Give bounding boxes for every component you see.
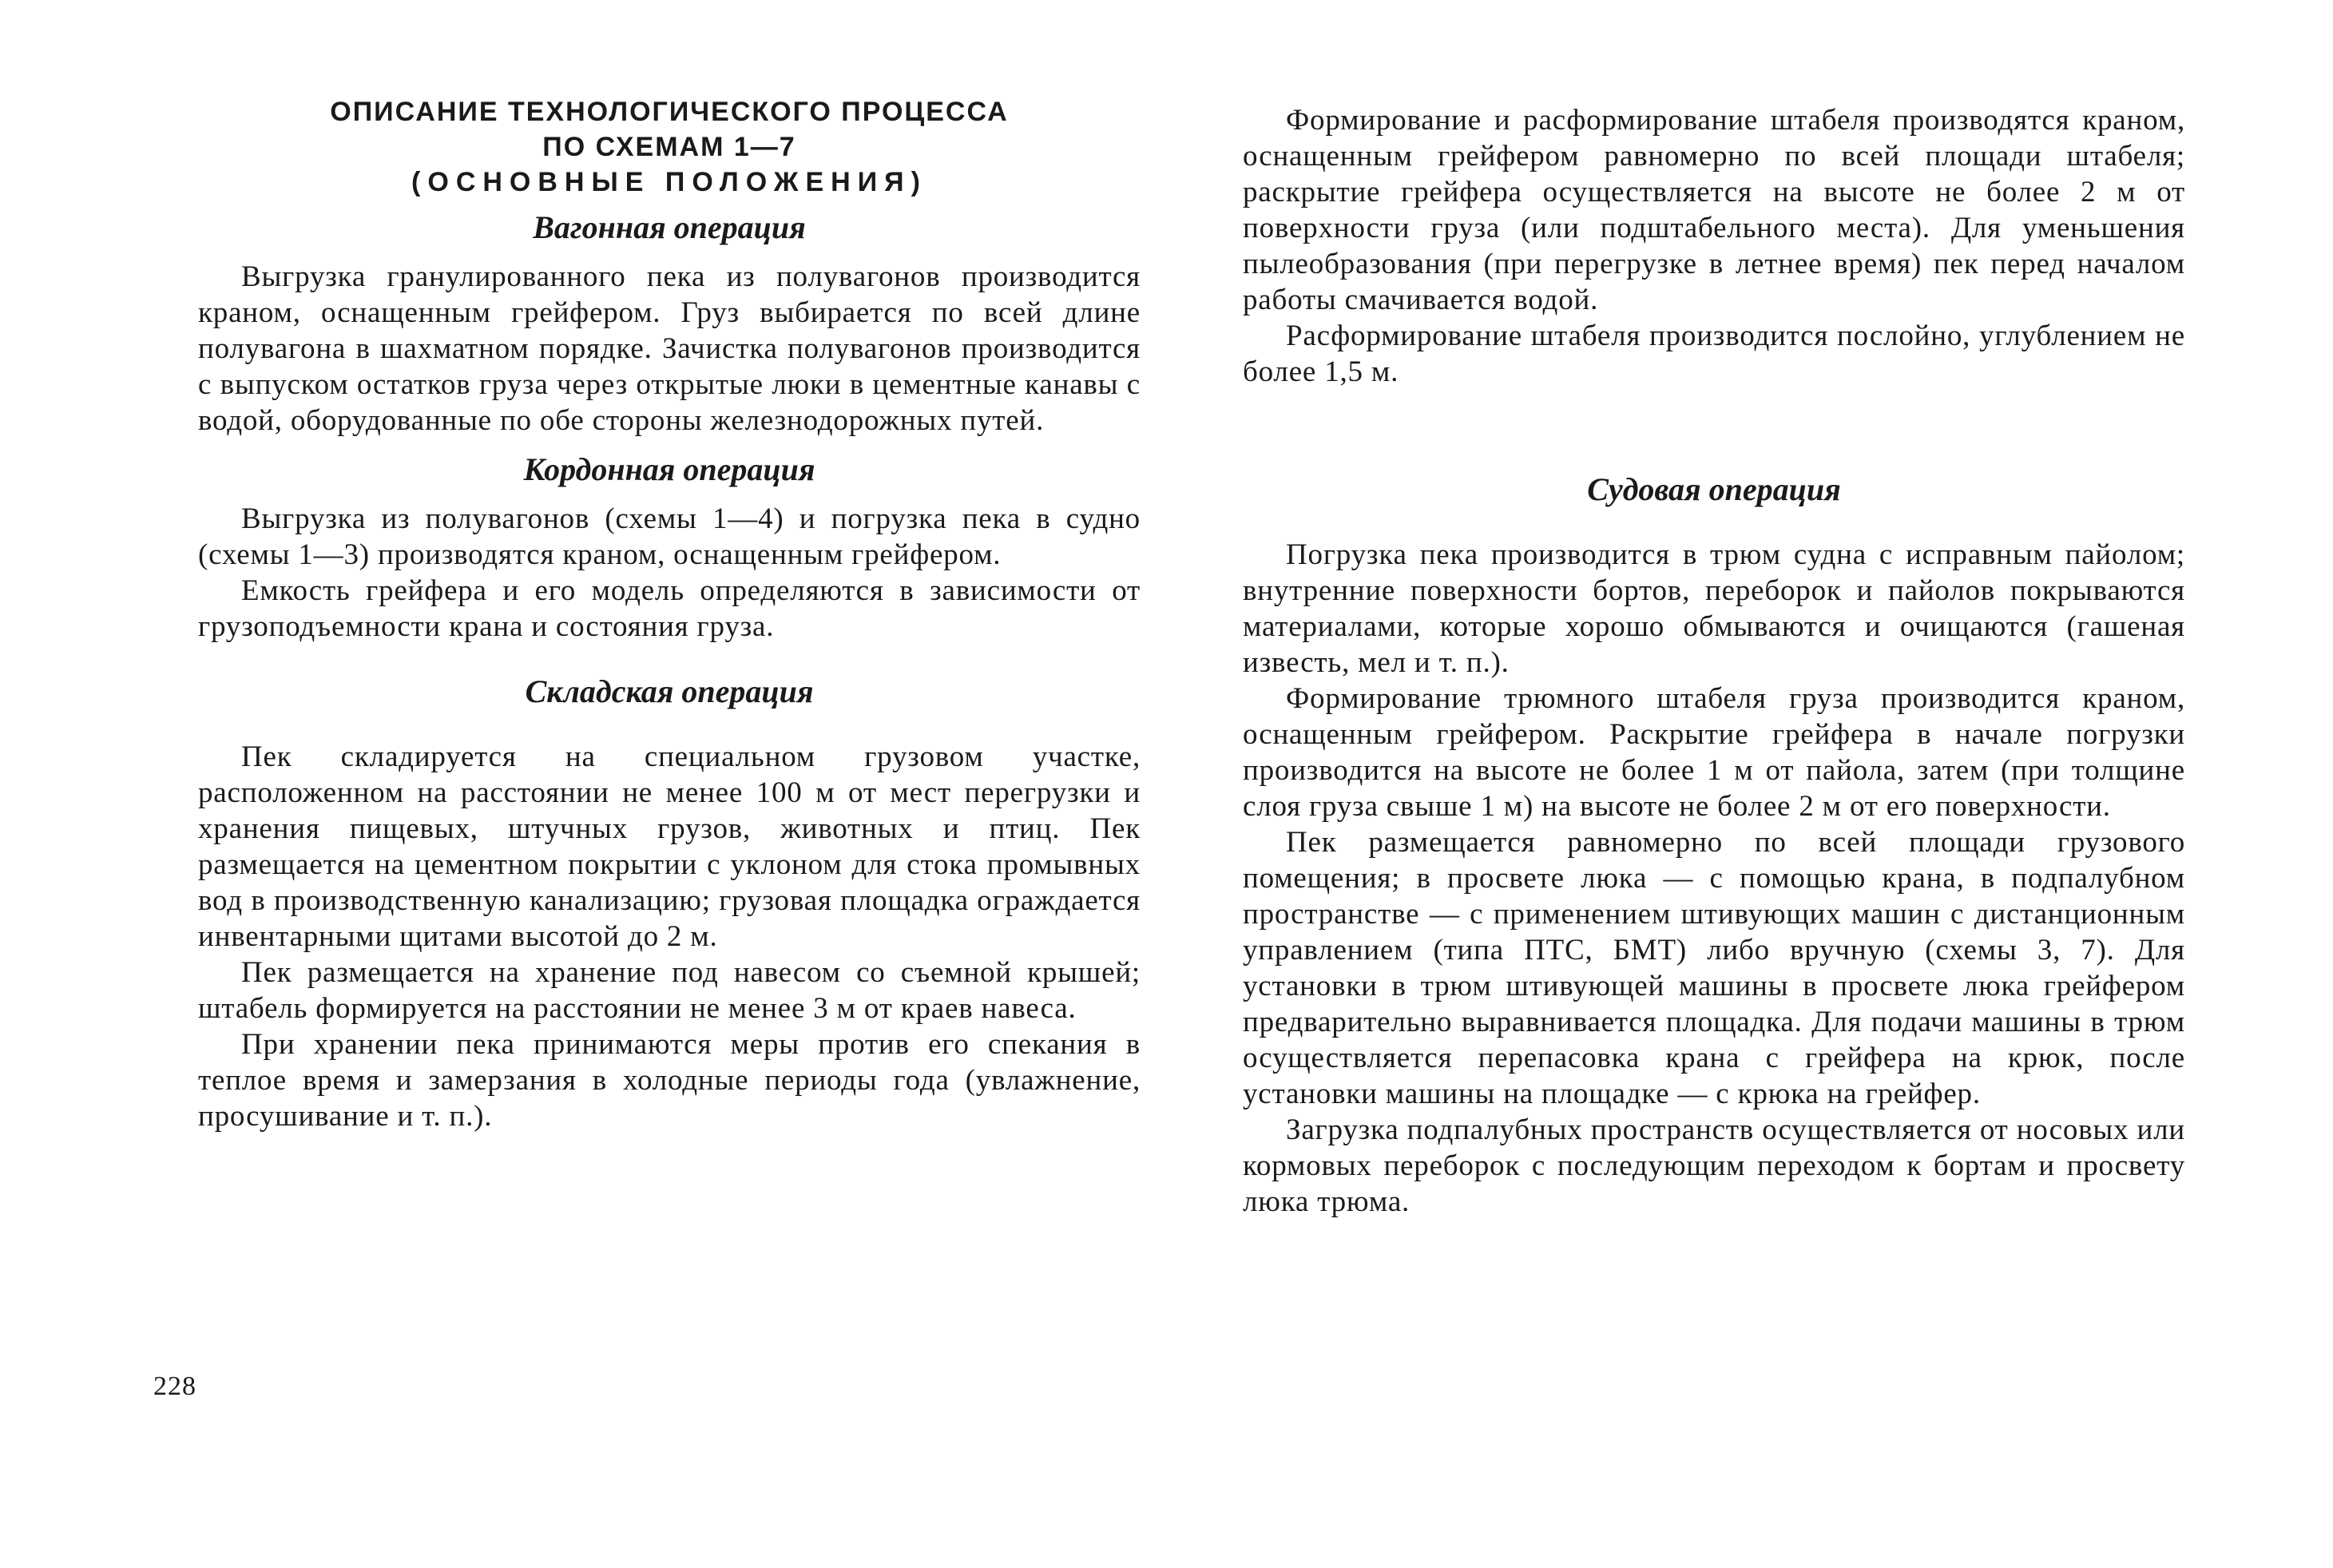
section-title	[198, 94, 1141, 200]
paragraph-warehouse-2: Пек размещается на хранение под навесом со съемной крышей; штабель формируется на расстоянии не менее 3 м от краев навеса.	[198, 956, 1141, 1025]
right-page	[1166, 0, 2333, 1568]
paragraph-warehouse-3: При хранении пека принимаются меры против его спекания в теплое время и замерзания в холодные периоды года (увлажнение, просушивание и т. п.).	[198, 1028, 1141, 1133]
paragraph-ship-3: Пек размещается равномерно по всей площади грузового помещения; в просвете люка — с помощью крана, в подпалубном пространстве — с применением штивующих машин с дистанционным управлением (типа ПТС, БМТ) либо вручную (схемы 3, 7). Для установки в трюм штивующей машины в просвете люка грейфером предварительно выравнивается площадка. Для подачи машины в трюм осуществляется перепасовка крана с грейфера на крюк, после установки машины на площадке — с крюка на грейфер.	[1243, 826, 2185, 1110]
paragraph-cordon-2: Емкость грейфера и его модель определяются в зависимости от грузоподъемности крана и состояния груза.	[198, 574, 1141, 643]
title-line-1: ОПИСАНИЕ ТЕХНОЛОГИЧЕСКОГО ПРОЦЕССА	[330, 97, 1009, 127]
heading-warehouse-operation: Складская операция	[525, 673, 814, 709]
paragraph-warehouse-1: Пек складируется на специальном грузовом участке, расположенном на расстоянии не менее 100 м от мест перегрузки и хранения пищевых, штучных грузов, животных и птиц. Пек размещается на цементном покрытии с уклоном для стока промывных вод в производственную канализацию; грузовая площадка ограждается инвентарными щитами высотой до 2 м.	[198, 740, 1141, 953]
left-column	[198, 94, 1141, 1134]
paragraph-ship-1: Погрузка пека производится в трюм судна с исправным пайолом; внутренние поверхности бортов, переборок и пайолов покрываются материалами, которые хорошо обмываются и очищаются (гашеная известь, мел и т. п.).	[1243, 538, 2185, 679]
heading-cordon-operation: Кордонная операция	[523, 451, 815, 487]
heading-ship-operation: Судовая операция	[1587, 471, 1841, 507]
paragraph-ship-2: Формирование трюмного штабеля груза производится краном, оснащенным грейфером. Раскрытие грейфера в начале погрузки производится на высоте не более 1 м от пайола, затем (при толщине слоя груза свыше 1 м) на высоте не более 2 м от его поверхности.	[1243, 682, 2185, 823]
title-line-3: (ОСНОВНЫЕ ПОЛОЖЕНИЯ)	[411, 167, 927, 197]
title-line-2: ПО СХЕМАМ 1—7	[542, 132, 796, 162]
right-column	[1243, 102, 2185, 1220]
left-page	[0, 0, 1166, 1568]
paragraph-wagon-1: Выгрузка гранулированного пека из полувагонов производится краном, оснащенным грейфером. Груз выбирается по всей длине полувагона в шахматном порядке. Зачистка полувагонов производится с выпуском остатков груза через открытые люки в цементные канавы с водой, оборудованные по обе стороны железнодорожных путей.	[198, 260, 1141, 437]
paragraph-cordon-1: Выгрузка из полувагонов (схемы 1—4) и погрузка пека в судно (схемы 1—3) производятся краном, оснащенным грейфером.	[198, 502, 1141, 571]
paragraph-warehouse-cont-2: Расформирование штабеля производится послойно, углублением не более 1,5 м.	[1243, 320, 2185, 388]
heading-wagon-operation: Вагонная операция	[533, 209, 806, 245]
paragraph-ship-4: Загрузка подпалубных пространств осуществляется от носовых или кормовых переборок с последующим переходом к бортам и просвету люка трюма.	[1243, 1113, 2185, 1218]
paragraph-warehouse-cont-1: Формирование и расформирование штабеля производятся краном, оснащенным грейфером равномерно по всей площади штабеля; раскрытие грейфера осуществляется на высоте не более 2 м от поверхности груза (или подштабельного места). Для уменьшения пылеобразования (при перегрузке в летнее время) пек перед началом работы смачивается водой.	[1243, 104, 2185, 316]
page-number: 228	[153, 1372, 196, 1401]
